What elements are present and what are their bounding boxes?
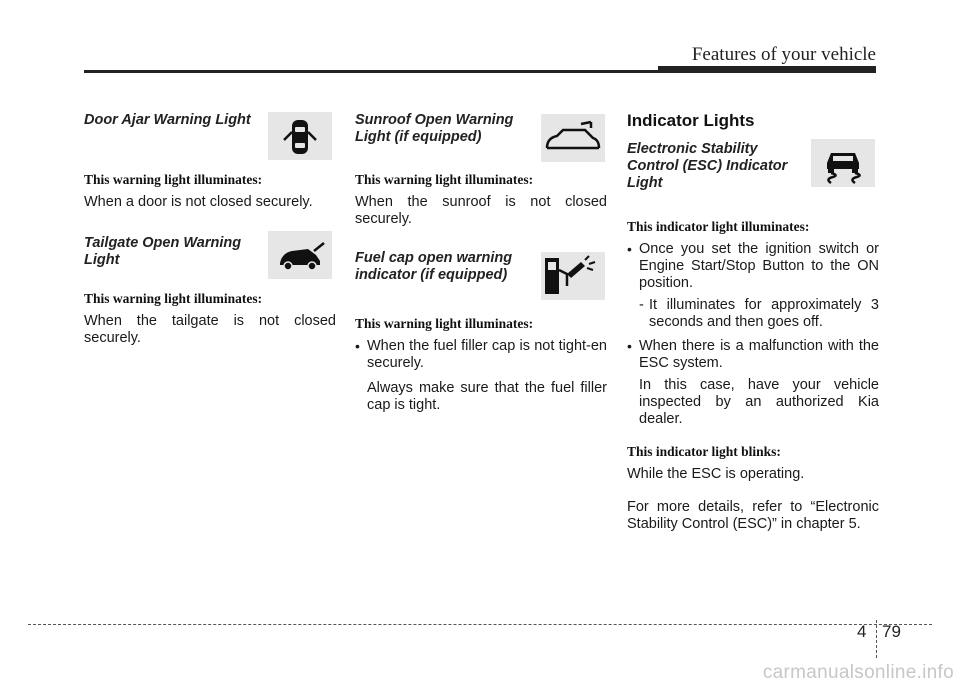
fuel-cap-title: Fuel cap open warning indicator (if equipped) [355, 250, 513, 283]
sunroof-subhead: This warning light illuminates: [355, 172, 534, 187]
esc-subhead: This indicator light illuminates: [627, 219, 810, 234]
fuel-cap-subhead: This warning light illuminates: [355, 316, 534, 331]
esc-bullet-malfunction: • When there is a malfunction with the ESC system. [627, 338, 879, 372]
door-ajar-title: Door Ajar Warning Light [84, 112, 251, 128]
page-number: 79 [882, 622, 901, 641]
esc-note-inspect: In this case, have your vehicle inspected by an authorized Kia dealer. [639, 377, 879, 427]
esc-dash-text: It illuminates for approximately 3 seconds and then goes off. [649, 297, 879, 330]
door-ajar-section [84, 100, 336, 162]
indicator-lights-heading: Indicator Lights [627, 111, 755, 130]
chapter-number: 4 [857, 622, 867, 641]
esc-bullet-ignition: • Once you set the ignition switch or Engine Start/Stop Button to the ON position. [627, 241, 879, 292]
fuel-cap-section [355, 236, 607, 316]
fuel-cap-note: Always make sure that the fuel filler cap is tight. [367, 380, 607, 413]
fuel-cap-open-icon [541, 252, 605, 300]
fuel-cap-bullet: • When the fuel filler cap is not tight-en securely. [355, 338, 607, 372]
column-middle [355, 100, 607, 414]
sunroof-open-icon [541, 114, 605, 162]
header-rule-accent [658, 66, 876, 73]
sunroof-section [355, 100, 607, 168]
tailgate-title: Tailgate Open Warning Light [84, 235, 242, 268]
dash-marker: - [639, 297, 644, 313]
tailgate-section [84, 225, 336, 285]
watermark: carmanualsonline.info [762, 662, 954, 683]
esc-dash-illuminates [627, 297, 879, 331]
tailgate-open-icon [268, 231, 332, 279]
page-header-title: Features of your vehicle [691, 44, 876, 65]
page-number-divider [876, 620, 877, 658]
footer-dashed-rule [28, 624, 932, 625]
esc-blink-body: While the ESC is operating. [627, 466, 805, 482]
sunroof-title: Sunroof Open Warning Light (if equipped) [355, 112, 514, 145]
esc-skid-icon [811, 139, 875, 187]
tailgate-subhead: This warning light illuminates: [84, 291, 263, 306]
esc-more-details: For more details, refer to “Electronic Stability Control (ESC)” in chapter 5. [627, 499, 879, 532]
column-right [627, 100, 879, 533]
esc-title: Electronic Stability Control (ESC) Indicator Light [627, 141, 788, 191]
esc-blink-subhead: This indicator light blinks: [627, 444, 781, 459]
column-left [84, 100, 336, 347]
tailgate-body: When the tailgate is not closed securely. [84, 313, 336, 346]
car-door-open-icon [268, 112, 332, 160]
door-ajar-subhead: This warning light illuminates: [84, 172, 263, 187]
sunroof-body: When the sunroof is not closed securely. [355, 194, 607, 227]
esc-section [627, 141, 879, 205]
door-ajar-body: When a door is not closed securely. [84, 194, 313, 210]
